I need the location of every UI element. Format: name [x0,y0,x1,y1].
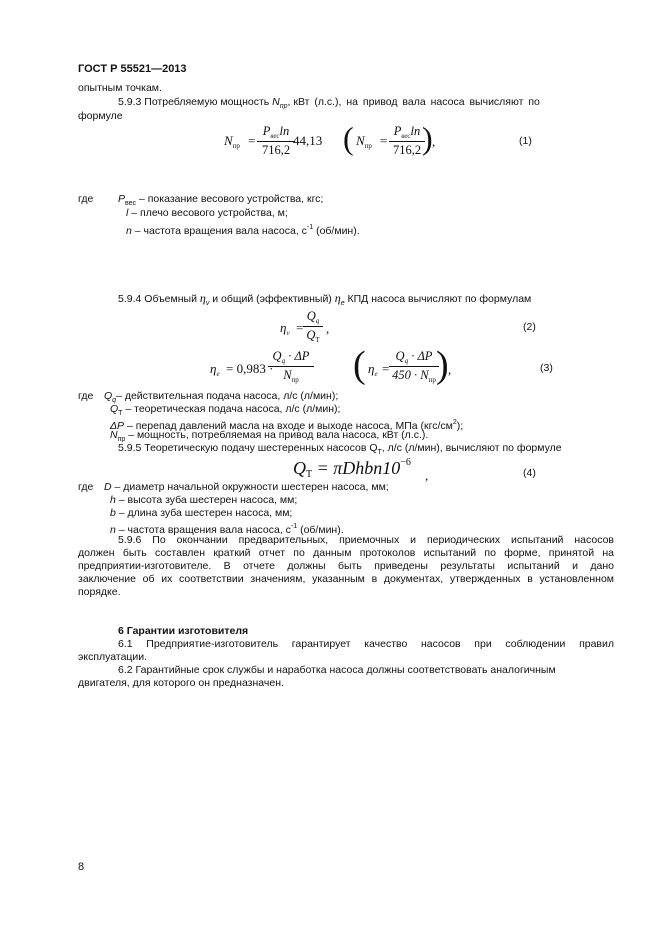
formula-number: (4) [523,467,536,479]
left-paren: ( [353,344,366,386]
formula1-alt-fraction: $P_{вес}\ln$ 716,2 [389,124,425,158]
paragraph-61-line2: эксплуатации. [78,651,148,663]
formula-number: (2) [523,321,536,333]
definition-n: n – частота вращения вала насоса, $с^{-1}$ (об/мин). [126,224,360,237]
text-line: 5.9.5 Теоретическую подачу шестеренных насосов $Q_Т$, л/с (л/мин), вычисляют по формуле [118,442,562,456]
formula1-fraction: $P_{вес}\ln$ 716,2 [257,124,295,158]
definition-b: b – длина зуба шестерен насоса, мм; [110,507,293,519]
where-label: где [78,193,94,205]
paragraph-596-line3: предприятии-изготовителе. В отчете должны быть приведены результаты испытаний и дано [78,560,614,572]
paragraph-596-line4: заключение об их соответствии значениям, указанным в документах, утвержденных в установленном [78,573,614,585]
formula-number: (1) [519,135,532,147]
definition-h: h – высота зуба шестерен насоса, мм; [110,494,298,506]
formula1-lhs: $N_{пр}$ [224,133,240,150]
formula1-multiplier: 44,13 [293,133,323,148]
symbol-n-pr: $N_{пр}$ [272,96,288,110]
paragraph-62-line1: 6.2 Гарантийные срок службы и наработка насоса должны соответствовать аналогичным [118,664,556,676]
definition-d: D – диаметр начальной окружности шестерен насоса, мм; [104,481,389,493]
right-paren: ) [436,344,449,386]
text-line: 5.9.4 Объемный $\eta_v$ и общий (эффективный) $\eta_e$ КПД насоса вычисляют по формулам [118,291,532,307]
formula3-coefficient: = 0,983 · [226,361,274,376]
left-paren: ( [343,120,354,156]
paragraph-596-line1: 5.9.6 По окончании предварительных, приемочных и периодических испытаний насосов [118,534,614,546]
formula3-fraction: $Q_q \cdot \Delta P$ $N_{пр}$ [268,349,314,384]
definition-dp: ΔP – перепад давлений масла на входе и выходе насоса, МПа $(кгс/см^2)$; [110,419,464,432]
formula3-alt-lhs: $\eta_e$ [368,361,378,378]
formula-number: (3) [540,362,553,374]
formula3-alt-fraction: $Q_q \cdot \Delta P$ $450 \cdot N_{пр}$ [389,349,439,384]
definition-qt: $Q_Т$ – теоретическая подача насоса, л/с (л/мин); [110,403,341,417]
formula2-lhs: $\eta_v$ [280,320,290,337]
where-label: где [78,481,94,493]
definition-n-pr: $N_{пр}$ – мощность, потребляемая на привод вала насоса, кВт (л.с.). [110,429,429,443]
text-line: формуле [78,110,123,122]
formula3-lhs: $\eta_e$ [210,361,220,378]
definition-q: $Q_q-$ действительная подача насоса, л/с (л/мин); [104,390,339,404]
paragraph-62-line2: двигателя, для которого он предназначен. [78,677,284,689]
right-paren: ) [422,120,433,156]
formula2-fraction: $\frac{Q_q}{Q_T}$ [303,309,323,344]
text-line: опытным точкам. [78,82,162,94]
paragraph-61-line1: 6.1 Предприятие-изготовитель гарантирует качество насосов при соблюдении правил [118,638,614,650]
paragraph-596-line2: должен быть составлен краткий отчет по данным протоколов испытаний по форме, принятой на [78,547,614,559]
definition-n: n – частота вращения вала насоса, $с^{-1}$ (об/мин). [110,523,344,536]
where-label: где [78,390,94,402]
comma: , [432,134,436,149]
paragraph-596-line5: порядке. [78,586,121,598]
definition-l: l – плечо весового устройства, м; [126,207,288,219]
formula4-body: $Q_Т$ = $\pi Dhbn10^{-6}$ [293,457,411,480]
page-number: 8 [78,861,85,873]
equals-sign: = [248,133,256,148]
formula1-alt-lhs: $N_{пр}$ [356,133,372,150]
definition-p-ves: $P_{вес}$ – показание весового устройства, кгс; [118,193,324,207]
text-line: 5.9.3 Потребляемую мощность $N_{пр}$, кВт (л.с.), на привод вала насоса вычисляют по [118,96,540,110]
section-heading: 6 Гарантии изготовителя [118,625,249,637]
document-title: ГОСТ Р 55521—2013 [78,63,187,75]
